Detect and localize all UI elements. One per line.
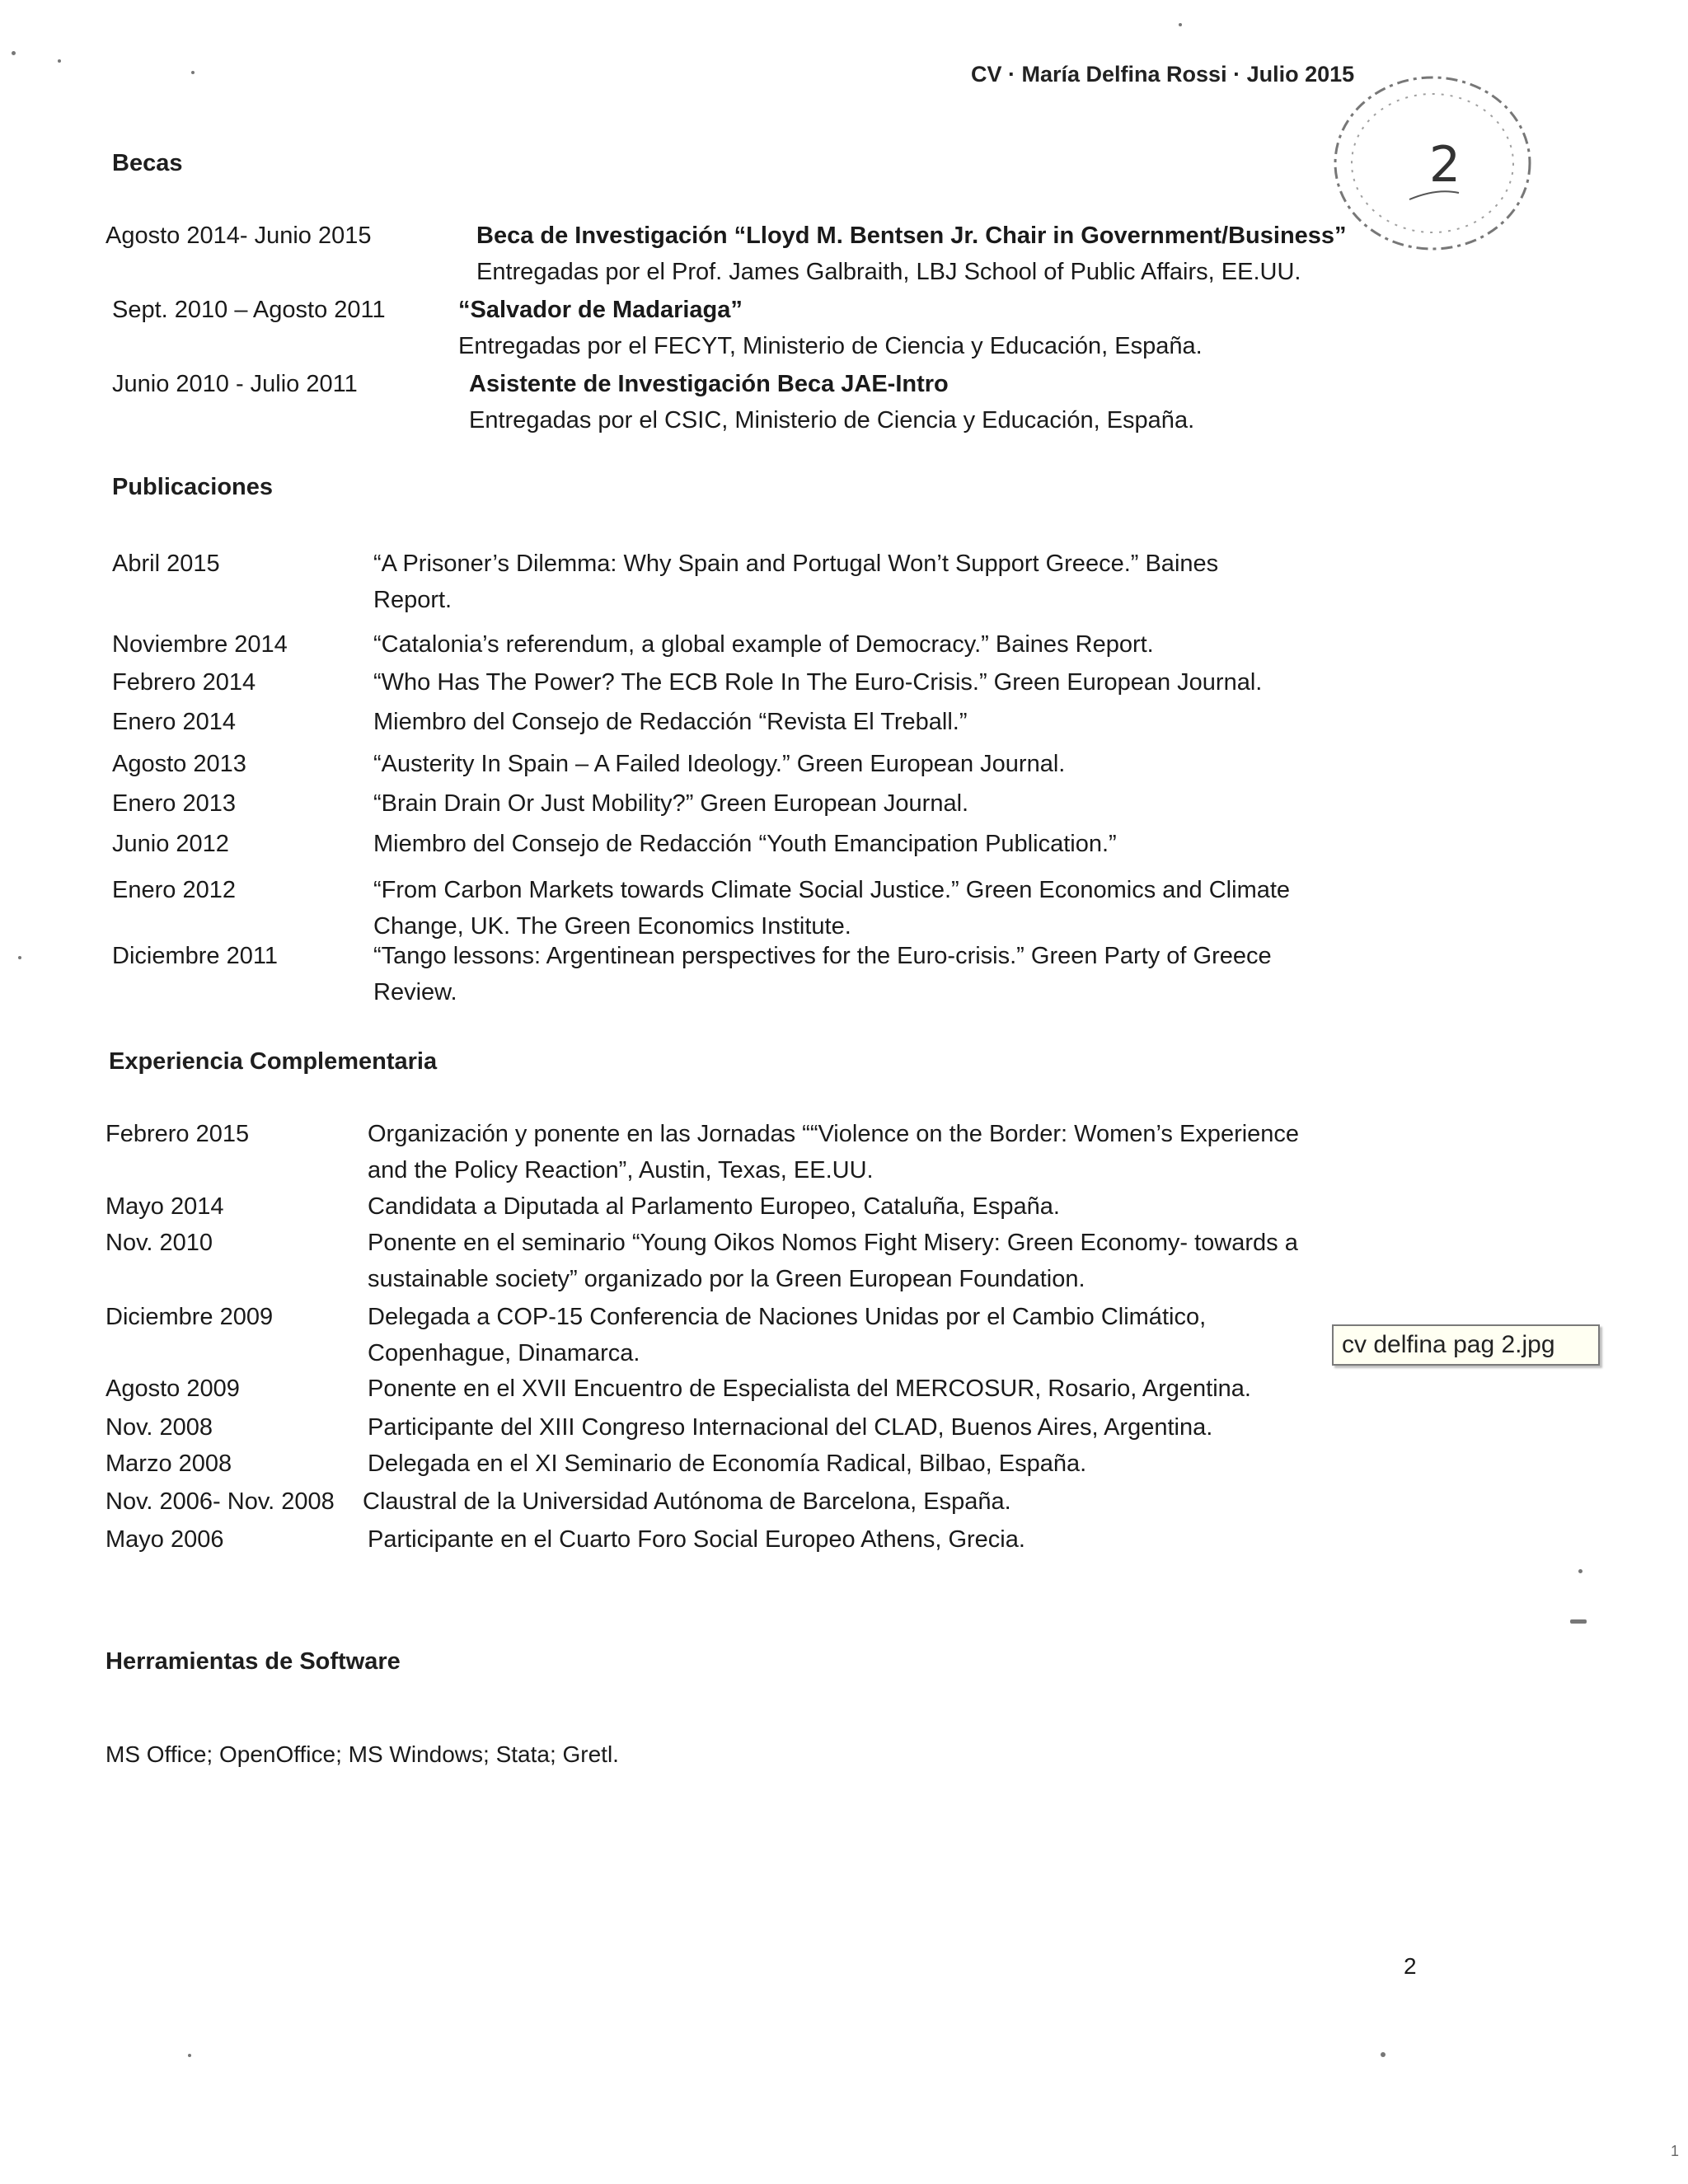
- entry-text-continued: Review.: [373, 979, 457, 1005]
- entry-date: Diciembre 2011: [112, 943, 278, 969]
- edge-number: 1: [1671, 2143, 1680, 2159]
- section-title-experiencia: Experiencia Complementaria: [109, 1048, 438, 1075]
- entry-date: Febrero 2015: [106, 1121, 250, 1147]
- entry-text: “Tango lessons: Argentinean perspectives for the Euro-crisis.” Green Party of Greece: [373, 943, 1272, 969]
- entry-text: Miembro del Consejo de Redacción “Revista El Treball.”: [373, 709, 968, 735]
- entry-detail: Entregadas por el Prof. James Galbraith, LBJ School of Public Affairs, EE.UU.: [476, 259, 1301, 285]
- entry-text: Delegada en el XI Seminario de Economía Radical, Bilbao, España.: [368, 1451, 1087, 1477]
- list-item: [106, 1483, 1507, 1520]
- stamp-number: 2: [1428, 136, 1461, 194]
- list-item: [106, 1409, 1507, 1446]
- entry-text-continued: Report.: [373, 587, 452, 613]
- section-title-becas: Becas: [112, 150, 183, 176]
- entry-text: “Austerity In Spain – A Failed Ideology.” Green European Journal.: [373, 751, 1066, 777]
- software-list: MS Office; OpenOffice; MS Windows; Stata; Gretl.: [106, 1741, 619, 1767]
- list-item: [112, 785, 1513, 822]
- entry-title: Asistente de Investigación Beca JAE-Intro: [469, 371, 949, 397]
- entry-date: Agosto 2009: [106, 1376, 240, 1402]
- entry-text: Participante en el Cuarto Foro Social Europeo Athens, Grecia.: [368, 1526, 1025, 1553]
- page-number: 2: [1404, 1953, 1417, 1979]
- section-title-publicaciones: Publicaciones: [112, 474, 274, 500]
- entry-date: Mayo 2014: [106, 1193, 224, 1220]
- entry-text: “Catalonia’s referendum, a global example of Democracy.” Baines Report.: [373, 631, 1154, 658]
- entry-date: Junio 2012: [112, 831, 229, 857]
- entry-date: Diciembre 2009: [106, 1304, 274, 1330]
- entry-date: Agosto 2014- Junio 2015: [106, 223, 372, 249]
- entry-date: Febrero 2014: [112, 669, 256, 696]
- entry-text-continued: sustainable society” organizado por la Green European Foundation.: [368, 1266, 1085, 1292]
- entry-text: Delegada a COP-15 Conferencia de Naciones Unidas por el Cambio Climático,: [368, 1304, 1207, 1330]
- entry-text: Participante del XIII Congreso Internacional del CLAD, Buenos Aires, Argentina.: [368, 1414, 1213, 1441]
- entry-title: Beca de Investigación “Lloyd M. Bentsen Jr. Chair in Government/Business”: [476, 223, 1347, 249]
- entry-text: Claustral de la Universidad Autónoma de Barcelona, España.: [363, 1488, 1011, 1515]
- entry-date: Mayo 2006: [106, 1526, 224, 1553]
- beca-entry: [112, 292, 1431, 364]
- section-title-software: Herramientas de Software: [106, 1648, 401, 1675]
- scan-speck: [1578, 1569, 1582, 1573]
- scan-speck: [12, 51, 16, 55]
- list-item: [112, 546, 1513, 618]
- entry-title: “Salvador de Madariaga”: [458, 297, 743, 323]
- list-item: [106, 1371, 1507, 1407]
- entry-detail: Entregadas por el FECYT, Ministerio de Ciencia y Educación, España.: [458, 333, 1203, 359]
- entry-text: “Brain Drain Or Just Mobility?” Green European Journal.: [373, 790, 969, 817]
- scan-speck: [188, 2054, 191, 2057]
- entry-date: Sept. 2010 – Agosto 2011: [112, 297, 386, 323]
- list-item: [106, 1521, 1507, 1558]
- scan-speck: [191, 71, 195, 74]
- page-header: CV · María Delfina Rossi · Julio 2015: [971, 62, 1355, 87]
- entry-text-continued: Change, UK. The Green Economics Institute.: [373, 913, 851, 940]
- list-item: [112, 664, 1513, 701]
- entry-date: Enero 2013: [112, 790, 236, 817]
- beca-entry: [112, 366, 1431, 438]
- list-item: [106, 1299, 1507, 1371]
- entry-text-continued: Copenhague, Dinamarca.: [368, 1340, 640, 1366]
- scan-speck: [1179, 23, 1182, 26]
- list-item: [112, 872, 1513, 944]
- beca-entry: [106, 218, 1424, 290]
- entry-text: “Who Has The Power? The ECB Role In The Euro-Crisis.” Green European Journal.: [373, 669, 1263, 696]
- entry-detail: Entregadas por el CSIC, Ministerio de Ciencia y Educación, España.: [469, 407, 1195, 434]
- entry-text: Ponente en el XVII Encuentro de Especialista del MERCOSUR, Rosario, Argentina.: [368, 1376, 1251, 1402]
- entry-date: Enero 2012: [112, 877, 236, 903]
- entry-text: Miembro del Consejo de Redacción “Youth Emancipation Publication.”: [373, 831, 1117, 857]
- list-item: [106, 1446, 1507, 1482]
- scan-speck: [1381, 2052, 1386, 2057]
- list-item: [112, 746, 1513, 782]
- list-item: [106, 1225, 1507, 1297]
- entry-date: Nov. 2010: [106, 1230, 213, 1256]
- list-item: [106, 1188, 1507, 1225]
- list-item: [112, 626, 1513, 663]
- entry-text-continued: and the Policy Reaction”, Austin, Texas, EE.UU.: [368, 1157, 874, 1183]
- list-item: [112, 938, 1513, 1010]
- entry-date: Marzo 2008: [106, 1451, 232, 1477]
- list-item: [112, 826, 1513, 862]
- entry-text: “From Carbon Markets towards Climate Social Justice.” Green Economics and Climate: [373, 877, 1291, 903]
- scan-speck: [18, 956, 21, 959]
- entry-date: Noviembre 2014: [112, 631, 288, 658]
- scan-speck: [58, 59, 61, 63]
- entry-text: Ponente en el seminario “Young Oikos Nomos Fight Misery: Green Economy- towards a: [368, 1230, 1298, 1256]
- list-item: [106, 1116, 1507, 1188]
- filename-tooltip: cv delfina pag 2.jpg: [1332, 1324, 1600, 1366]
- entry-date: Agosto 2013: [112, 751, 246, 777]
- entry-date: Nov. 2008: [106, 1414, 213, 1441]
- entry-date: Abril 2015: [112, 551, 220, 577]
- entry-date: Nov. 2006- Nov. 2008: [106, 1488, 335, 1515]
- list-item: [112, 704, 1513, 740]
- entry-text: Candidata a Diputada al Parlamento Europeo, Cataluña, España.: [368, 1193, 1060, 1220]
- entry-date: Junio 2010 - Julio 2011: [112, 371, 358, 397]
- scan-speck: [1570, 1619, 1587, 1624]
- entry-text: “A Prisoner’s Dilemma: Why Spain and Portugal Won’t Support Greece.” Baines: [373, 551, 1219, 577]
- entry-date: Enero 2014: [112, 709, 236, 735]
- entry-text: Organización y ponente en las Jornadas ““Violence on the Border: Women’s Experience: [368, 1121, 1300, 1147]
